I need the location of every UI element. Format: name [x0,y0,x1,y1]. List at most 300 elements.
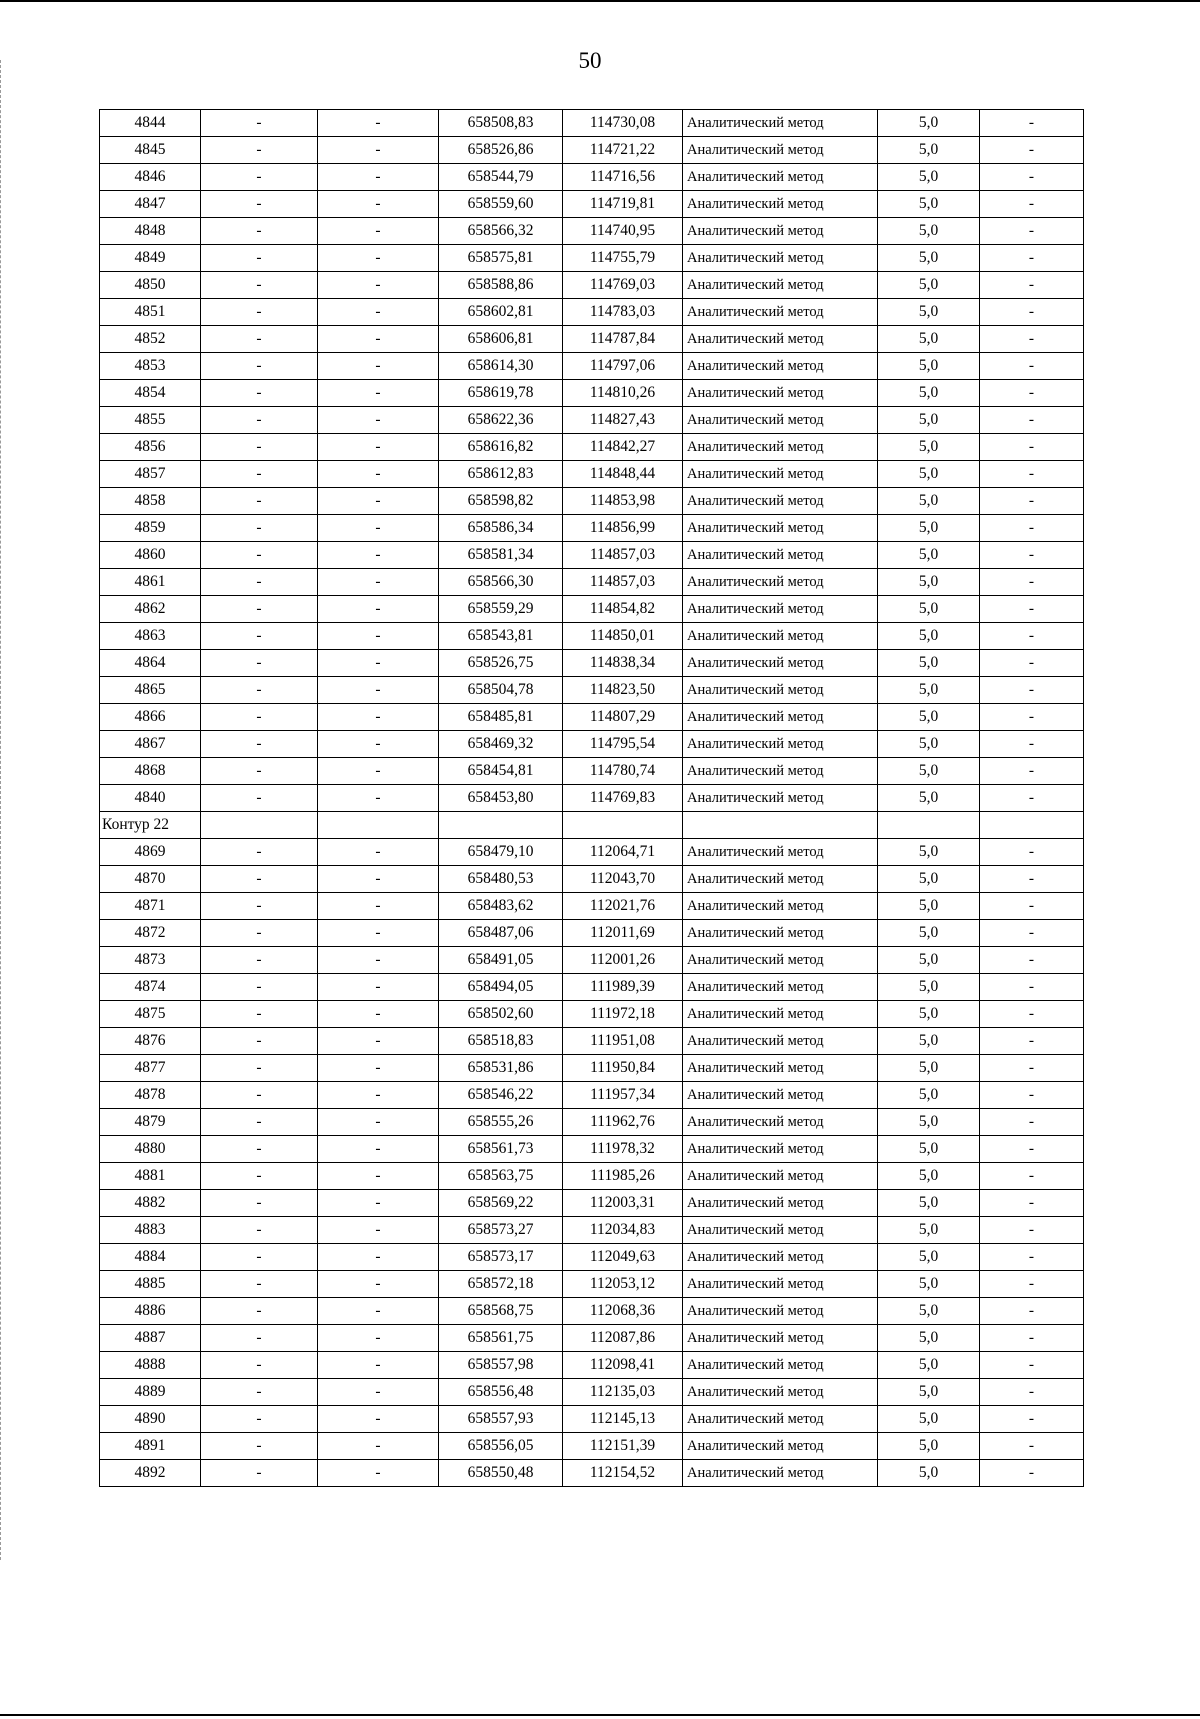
table-row [100,1136,1084,1163]
accuracy-cell: 5,0 [878,866,980,893]
dash-cell: - [201,380,318,407]
method-cell: Аналитический метод [683,1298,878,1325]
y-coordinate-cell: 112011,69 [563,920,683,947]
point-number-cell: 4857 [100,461,201,488]
dash-cell: - [201,1244,318,1271]
x-coordinate-cell: 658616,82 [439,434,563,461]
x-coordinate-cell: 658619,78 [439,380,563,407]
x-coordinate-cell: 658569,22 [439,1190,563,1217]
empty-cell [318,812,439,839]
point-number-cell: 4856 [100,434,201,461]
x-coordinate-cell: 658487,06 [439,920,563,947]
table-row [100,218,1084,245]
dash-cell: - [201,1406,318,1433]
x-coordinate-cell: 658557,93 [439,1406,563,1433]
point-number-cell: 4866 [100,704,201,731]
point-number-cell: 4854 [100,380,201,407]
dash-cell: - [980,407,1084,434]
method-cell: Аналитический метод [683,623,878,650]
dash-cell: - [318,1028,439,1055]
dash-cell: - [201,245,318,272]
point-number-cell: 4890 [100,1406,201,1433]
table-row [100,299,1084,326]
y-coordinate-cell: 114795,54 [563,731,683,758]
x-coordinate-cell: 658559,60 [439,191,563,218]
method-cell: Аналитический метод [683,218,878,245]
table-row [100,515,1084,542]
y-coordinate-cell: 112034,83 [563,1217,683,1244]
table-row [100,731,1084,758]
table-row [100,677,1084,704]
table-row [100,353,1084,380]
y-coordinate-cell: 114848,44 [563,461,683,488]
y-coordinate-cell: 114853,98 [563,488,683,515]
table-row [100,461,1084,488]
dash-cell: - [980,677,1084,704]
x-coordinate-cell: 658566,30 [439,569,563,596]
y-coordinate-cell: 112154,52 [563,1460,683,1487]
table-row [100,191,1084,218]
dash-cell: - [201,866,318,893]
method-cell: Аналитический метод [683,839,878,866]
dash-cell: - [201,515,318,542]
dash-cell: - [318,1163,439,1190]
accuracy-cell: 5,0 [878,1055,980,1082]
dash-cell: - [201,1109,318,1136]
y-coordinate-cell: 111962,76 [563,1109,683,1136]
table-row [100,947,1084,974]
y-coordinate-cell: 114823,50 [563,677,683,704]
point-number-cell: 4863 [100,623,201,650]
method-cell: Аналитический метод [683,488,878,515]
method-cell: Аналитический метод [683,380,878,407]
accuracy-cell: 5,0 [878,758,980,785]
dash-cell: - [980,1109,1084,1136]
point-number-cell: 4870 [100,866,201,893]
point-number-cell: 4847 [100,191,201,218]
accuracy-cell: 5,0 [878,704,980,731]
dash-cell: - [318,245,439,272]
y-coordinate-cell: 114769,03 [563,272,683,299]
dash-cell: - [318,623,439,650]
dash-cell: - [980,839,1084,866]
table-row [100,1433,1084,1460]
method-cell: Аналитический метод [683,164,878,191]
dash-cell: - [201,164,318,191]
dash-cell: - [201,434,318,461]
dash-cell: - [318,974,439,1001]
dash-cell: - [201,191,318,218]
dash-cell: - [201,1001,318,1028]
accuracy-cell: 5,0 [878,137,980,164]
y-coordinate-cell: 114755,79 [563,245,683,272]
method-cell: Аналитический метод [683,1163,878,1190]
dash-cell: - [201,893,318,920]
dash-cell: - [201,488,318,515]
accuracy-cell: 5,0 [878,1406,980,1433]
y-coordinate-cell: 112049,63 [563,1244,683,1271]
table-row [100,380,1084,407]
dash-cell: - [318,1109,439,1136]
point-number-cell: 4884 [100,1244,201,1271]
x-coordinate-cell: 658479,10 [439,839,563,866]
accuracy-cell: 5,0 [878,1163,980,1190]
dash-cell: - [318,650,439,677]
point-number-cell: 4873 [100,947,201,974]
method-cell: Аналитический метод [683,272,878,299]
dash-cell: - [201,353,318,380]
dash-cell: - [318,191,439,218]
y-coordinate-cell: 114797,06 [563,353,683,380]
dash-cell: - [980,1163,1084,1190]
dash-cell: - [318,407,439,434]
method-cell: Аналитический метод [683,1244,878,1271]
empty-cell [878,812,980,839]
method-cell: Аналитический метод [683,1082,878,1109]
empty-cell [563,812,683,839]
dash-cell: - [318,1190,439,1217]
x-coordinate-cell: 658581,34 [439,542,563,569]
point-number-cell: 4844 [100,110,201,137]
dash-cell: - [201,1190,318,1217]
table-row [100,1325,1084,1352]
point-number-cell: 4845 [100,137,201,164]
x-coordinate-cell: 658555,26 [439,1109,563,1136]
method-cell: Аналитический метод [683,110,878,137]
dash-cell: - [201,110,318,137]
point-number-cell: 4880 [100,1136,201,1163]
dash-cell: - [980,866,1084,893]
table-row [100,1406,1084,1433]
x-coordinate-cell: 658546,22 [439,1082,563,1109]
x-coordinate-cell: 658494,05 [439,974,563,1001]
x-coordinate-cell: 658469,32 [439,731,563,758]
y-coordinate-cell: 114787,84 [563,326,683,353]
y-coordinate-cell: 114716,56 [563,164,683,191]
dash-cell: - [980,326,1084,353]
method-cell: Аналитический метод [683,893,878,920]
method-cell: Аналитический метод [683,461,878,488]
dash-cell: - [318,704,439,731]
table-row [100,1190,1084,1217]
y-coordinate-cell: 112087,86 [563,1325,683,1352]
table-row [100,974,1084,1001]
x-coordinate-cell: 658573,27 [439,1217,563,1244]
dash-cell: - [201,1136,318,1163]
dash-cell: - [980,137,1084,164]
point-number-cell: 4887 [100,1325,201,1352]
table-row [100,920,1084,947]
dash-cell: - [980,758,1084,785]
method-cell: Аналитический метод [683,569,878,596]
dash-cell: - [980,1136,1084,1163]
accuracy-cell: 5,0 [878,299,980,326]
accuracy-cell: 5,0 [878,893,980,920]
dash-cell: - [318,272,439,299]
point-number-cell: 4853 [100,353,201,380]
table-row [100,137,1084,164]
point-number-cell: 4849 [100,245,201,272]
y-coordinate-cell: 111972,18 [563,1001,683,1028]
x-coordinate-cell: 658480,53 [439,866,563,893]
dash-cell: - [318,1352,439,1379]
point-number-cell: 4881 [100,1163,201,1190]
accuracy-cell: 5,0 [878,1028,980,1055]
accuracy-cell: 5,0 [878,785,980,812]
x-coordinate-cell: 658544,79 [439,164,563,191]
y-coordinate-cell: 111985,26 [563,1163,683,1190]
x-coordinate-cell: 658531,86 [439,1055,563,1082]
accuracy-cell: 5,0 [878,1217,980,1244]
x-coordinate-cell: 658588,86 [439,272,563,299]
dash-cell: - [980,1244,1084,1271]
x-coordinate-cell: 658508,83 [439,110,563,137]
method-cell: Аналитический метод [683,1190,878,1217]
table-row [100,1460,1084,1487]
x-coordinate-cell: 658568,75 [439,1298,563,1325]
x-coordinate-cell: 658526,75 [439,650,563,677]
x-coordinate-cell: 658556,48 [439,1379,563,1406]
point-number-cell: 4878 [100,1082,201,1109]
point-number-cell: 4889 [100,1379,201,1406]
y-coordinate-cell: 114807,29 [563,704,683,731]
accuracy-cell: 5,0 [878,461,980,488]
table-row [100,1109,1084,1136]
table-row [100,1001,1084,1028]
point-number-cell: 4885 [100,1271,201,1298]
dash-cell: - [980,785,1084,812]
point-number-cell: 4864 [100,650,201,677]
dash-cell: - [980,920,1084,947]
point-number-cell: 4855 [100,407,201,434]
method-cell: Аналитический метод [683,515,878,542]
point-number-cell: 4846 [100,164,201,191]
point-number-cell: 4882 [100,1190,201,1217]
y-coordinate-cell: 112003,31 [563,1190,683,1217]
accuracy-cell: 5,0 [878,974,980,1001]
dash-cell: - [318,1433,439,1460]
x-coordinate-cell: 658526,86 [439,137,563,164]
dash-cell: - [980,1082,1084,1109]
dash-cell: - [318,1217,439,1244]
dash-cell: - [980,1028,1084,1055]
x-coordinate-cell: 658573,17 [439,1244,563,1271]
dash-cell: - [980,1460,1084,1487]
y-coordinate-cell: 111978,32 [563,1136,683,1163]
point-number-cell: 4875 [100,1001,201,1028]
table-row [100,893,1084,920]
top-scan-edge [0,0,1200,2]
point-number-cell: 4848 [100,218,201,245]
accuracy-cell: 5,0 [878,1325,980,1352]
method-cell: Аналитический метод [683,1055,878,1082]
y-coordinate-cell: 111957,34 [563,1082,683,1109]
point-number-cell: 4865 [100,677,201,704]
point-number-cell: 4876 [100,1028,201,1055]
method-cell: Аналитический метод [683,785,878,812]
point-number-cell: 4862 [100,596,201,623]
dash-cell: - [318,164,439,191]
table-row [100,758,1084,785]
dash-cell: - [318,1082,439,1109]
table-row [100,1163,1084,1190]
method-cell: Аналитический метод [683,1379,878,1406]
dash-cell: - [318,839,439,866]
table-row [100,1352,1084,1379]
x-coordinate-cell: 658566,32 [439,218,563,245]
y-coordinate-cell: 111989,39 [563,974,683,1001]
y-coordinate-cell: 112001,26 [563,947,683,974]
method-cell: Аналитический метод [683,326,878,353]
empty-cell [201,812,318,839]
y-coordinate-cell: 112053,12 [563,1271,683,1298]
method-cell: Аналитический метод [683,596,878,623]
table-row [100,542,1084,569]
point-number-cell: 4872 [100,920,201,947]
table-row [100,326,1084,353]
y-coordinate-cell: 112151,39 [563,1433,683,1460]
dash-cell: - [201,542,318,569]
dash-cell: - [980,461,1084,488]
dash-cell: - [980,434,1084,461]
dash-cell: - [980,488,1084,515]
method-cell: Аналитический метод [683,1460,878,1487]
point-number-cell: 4860 [100,542,201,569]
method-cell: Аналитический метод [683,1433,878,1460]
empty-cell [683,812,878,839]
method-cell: Аналитический метод [683,1352,878,1379]
dash-cell: - [318,488,439,515]
x-coordinate-cell: 658606,81 [439,326,563,353]
accuracy-cell: 5,0 [878,326,980,353]
accuracy-cell: 5,0 [878,731,980,758]
dash-cell: - [980,353,1084,380]
dash-cell: - [318,569,439,596]
dash-cell: - [980,1406,1084,1433]
accuracy-cell: 5,0 [878,677,980,704]
x-coordinate-cell: 658483,62 [439,893,563,920]
accuracy-cell: 5,0 [878,515,980,542]
dash-cell: - [980,542,1084,569]
x-coordinate-cell: 658612,83 [439,461,563,488]
dash-cell: - [980,947,1084,974]
dash-cell: - [980,272,1084,299]
table-row [100,596,1084,623]
y-coordinate-cell: 114827,43 [563,407,683,434]
table-row [100,785,1084,812]
dash-cell: - [201,731,318,758]
method-cell: Аналитический метод [683,542,878,569]
y-coordinate-cell: 114780,74 [563,758,683,785]
accuracy-cell: 5,0 [878,1190,980,1217]
method-cell: Аналитический метод [683,704,878,731]
accuracy-cell: 5,0 [878,1244,980,1271]
method-cell: Аналитический метод [683,1028,878,1055]
accuracy-cell: 5,0 [878,920,980,947]
dash-cell: - [980,191,1084,218]
accuracy-cell: 5,0 [878,1433,980,1460]
x-coordinate-cell: 658556,05 [439,1433,563,1460]
coordinates-table-body [100,110,1084,1487]
y-coordinate-cell: 114850,01 [563,623,683,650]
x-coordinate-cell: 658622,36 [439,407,563,434]
dash-cell: - [318,785,439,812]
dash-cell: - [201,785,318,812]
method-cell: Аналитический метод [683,974,878,1001]
dash-cell: - [980,299,1084,326]
method-cell: Аналитический метод [683,677,878,704]
dash-cell: - [980,1352,1084,1379]
dash-cell: - [980,164,1084,191]
accuracy-cell: 5,0 [878,1001,980,1028]
dash-cell: - [318,1460,439,1487]
dash-cell: - [201,137,318,164]
point-number-cell: 4850 [100,272,201,299]
dash-cell: - [980,893,1084,920]
dash-cell: - [318,326,439,353]
point-number-cell: 4852 [100,326,201,353]
dash-cell: - [980,1379,1084,1406]
table-row [100,623,1084,650]
dash-cell: - [980,569,1084,596]
point-number-cell: 4888 [100,1352,201,1379]
method-cell: Аналитический метод [683,1271,878,1298]
dash-cell: - [201,947,318,974]
table-row [100,1298,1084,1325]
point-number-cell: 4891 [100,1433,201,1460]
x-coordinate-cell: 658572,18 [439,1271,563,1298]
method-cell: Аналитический метод [683,920,878,947]
accuracy-cell: 5,0 [878,947,980,974]
dash-cell: - [201,299,318,326]
dash-cell: - [201,1352,318,1379]
accuracy-cell: 5,0 [878,542,980,569]
dash-cell: - [201,1298,318,1325]
dash-cell: - [318,1406,439,1433]
dash-cell: - [201,596,318,623]
dash-cell: - [201,569,318,596]
table-row [100,1055,1084,1082]
bottom-scan-edge [0,1714,1200,1716]
dash-cell: - [201,1460,318,1487]
dash-cell: - [318,947,439,974]
dash-cell: - [318,542,439,569]
point-number-cell: 4869 [100,839,201,866]
dash-cell: - [201,1325,318,1352]
method-cell: Аналитический метод [683,1217,878,1244]
dash-cell: - [201,1028,318,1055]
accuracy-cell: 5,0 [878,1298,980,1325]
dash-cell: - [980,650,1084,677]
dash-cell: - [201,1082,318,1109]
dash-cell: - [201,218,318,245]
table-row [100,650,1084,677]
dash-cell: - [318,1325,439,1352]
dash-cell: - [318,434,439,461]
dash-cell: - [201,326,318,353]
dash-cell: - [318,758,439,785]
x-coordinate-cell: 658586,34 [439,515,563,542]
accuracy-cell: 5,0 [878,272,980,299]
dash-cell: - [980,731,1084,758]
dash-cell: - [318,866,439,893]
point-number-cell: 4851 [100,299,201,326]
dash-cell: - [318,1244,439,1271]
dash-cell: - [318,1271,439,1298]
accuracy-cell: 5,0 [878,1082,980,1109]
accuracy-cell: 5,0 [878,1271,980,1298]
x-coordinate-cell: 658518,83 [439,1028,563,1055]
